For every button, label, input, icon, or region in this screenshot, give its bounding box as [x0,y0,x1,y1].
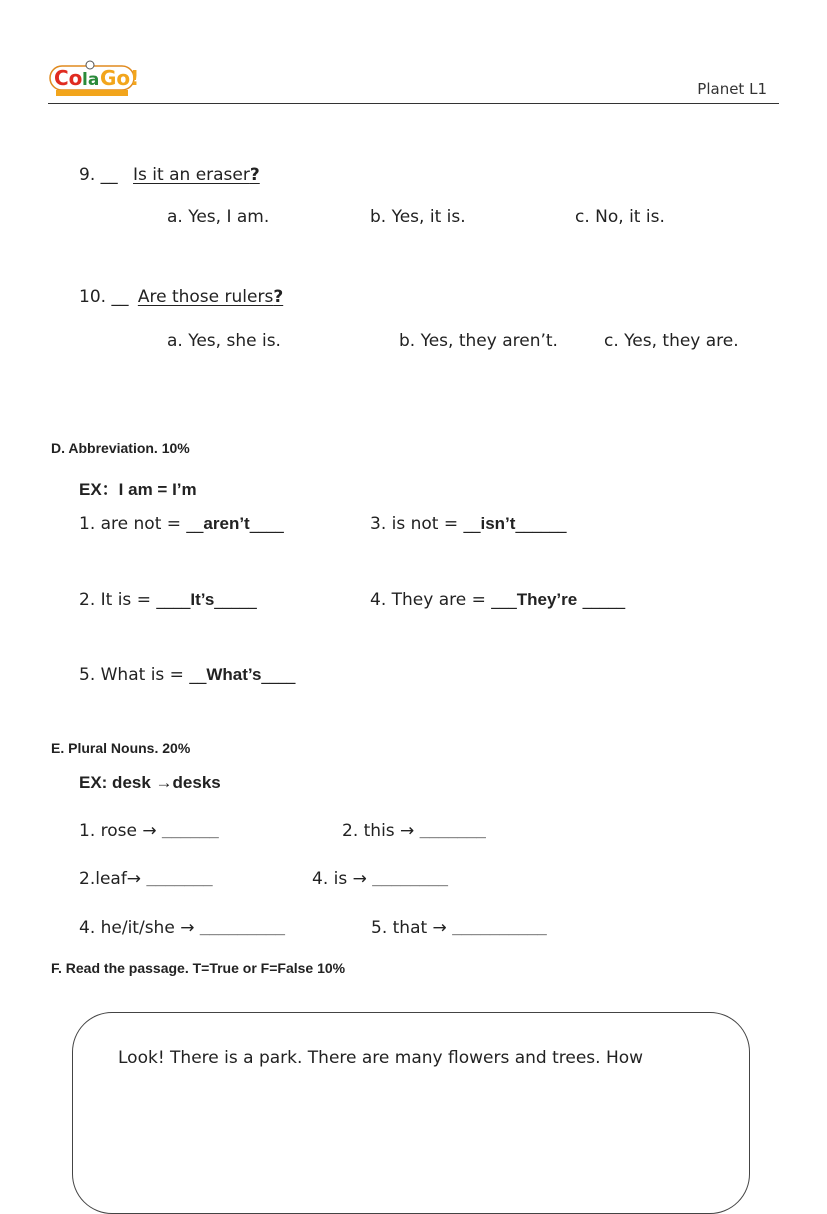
plural-item-3: 2.leaf→ _______ [79,869,213,889]
section-d-example: EX：I am = I’m [79,480,197,499]
plural-item-6: 5. that → __________ [371,918,547,938]
passage-box [72,1012,750,1214]
answer-blank: ________ [372,869,448,888]
level-label: Planet L1 [697,80,767,98]
section-e-example: EX: desk →desks [79,773,221,792]
question-text: Are those rulers? [137,287,284,307]
section-d-title: D. Abbreviation. 10% [51,440,190,456]
svg-text:la: la [82,70,100,90]
svg-text:Co: Co [54,66,83,90]
question-number: 10. __ [79,287,129,307]
answer: isn’t [480,514,516,533]
plural-item-5: 4. he/it/she → _________ [79,918,285,938]
answer: aren’t [203,514,250,533]
cola-go-logo [48,60,138,98]
abbrev-item-1: 1. are not = __aren’t____ [79,514,284,534]
option-a: a. Yes, she is. [167,331,281,351]
abbrev-item-3: 3. is not = __isn’t______ [370,514,567,534]
option-a: a. Yes, I am. [167,207,270,227]
section-f-title: F. Read the passage. T=True or F=False 10% [51,960,346,976]
abbrev-item-4: 4. They are = ___They’re _____ [370,590,626,610]
svg-text:Go!: Go! [100,66,138,90]
plural-item-2: 2. this → _______ [342,821,486,841]
answer-blank: _______ [419,821,486,840]
section-e-title: E. Plural Nouns. 20% [51,740,191,756]
answer: It’s [190,590,215,609]
question-9 [79,165,260,185]
answer-blank: _______ [146,869,213,888]
passage-text: Look! There is a park. There are many flowers and trees. How [118,1048,644,1068]
answer: They’re [516,590,578,609]
option-c: c. Yes, they are. [604,331,739,351]
question-text: Is it an eraser? [133,165,260,185]
option-c: c. No, it is. [575,207,665,227]
answer-blank: __________ [452,918,547,937]
option-b: b. Yes, it is. [370,207,466,227]
header-divider [48,103,779,104]
option-b: b. Yes, they aren’t. [399,331,558,351]
answer-blank: ______ [162,821,219,840]
question-number: 9. __ [79,165,118,185]
plural-item-1: 1. rose → ______ [79,821,219,841]
answer: What’s [206,665,262,684]
question-10 [79,287,283,307]
answer-blank: _________ [199,918,285,937]
plural-item-4: 4. is → ________ [312,869,448,889]
abbrev-item-2: 2. It is = ____It’s_____ [79,590,257,610]
abbrev-item-5: 5. What is = __What’s____ [79,665,296,685]
